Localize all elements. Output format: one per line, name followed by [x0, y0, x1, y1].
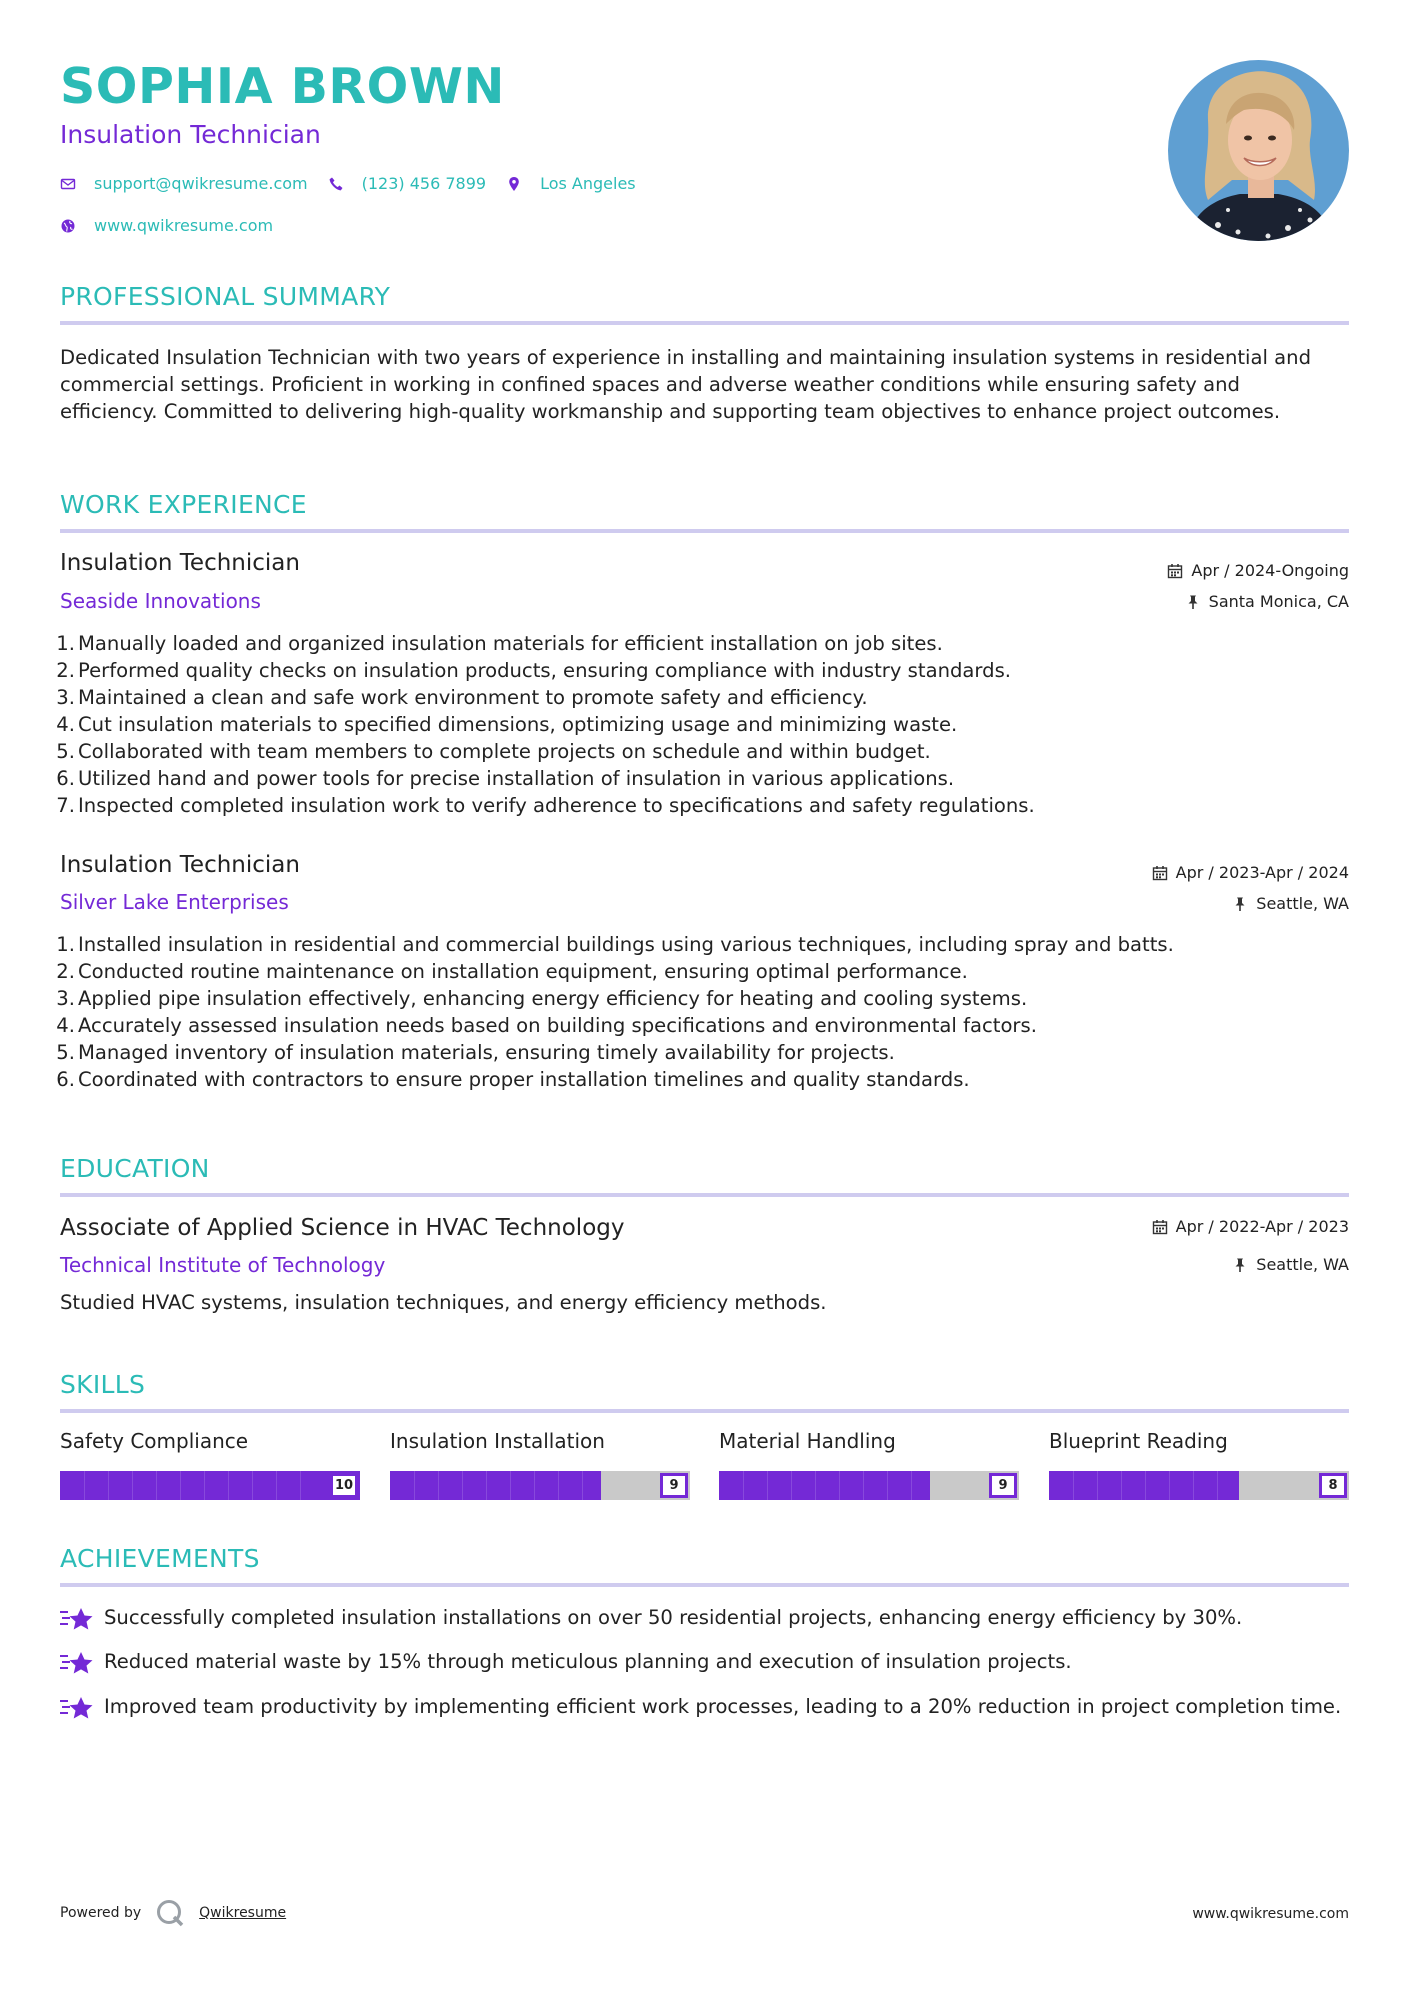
skill-meter-segment: [300, 1471, 301, 1500]
footer-url[interactable]: www.qwikresume.com: [1192, 1906, 1349, 1922]
skill-meter-segment: [84, 1471, 85, 1500]
skill-meter-segment: [1193, 1471, 1194, 1500]
list-item: 6. Utilized hand and power tools for precise installation of insulation in various applications.: [56, 767, 955, 790]
education-divider: [60, 1193, 1349, 1197]
skill-meter-segment: [582, 1471, 583, 1500]
skill-item: [719, 1429, 1019, 1500]
skill-meter-fill: [719, 1471, 930, 1500]
skill-meter-fill: [60, 1471, 360, 1500]
list-item: 2. Performed quality checks on insulation products, ensuring compliance with industry standards.: [56, 659, 1012, 682]
education-description: Studied HVAC systems, insulation techniques, and energy efficiency methods.: [60, 1291, 827, 1314]
job-dates: [1167, 561, 1349, 580]
qwikresume-link[interactable]: Qwikresume: [199, 1905, 287, 1921]
list-item: 5. Managed inventory of insulation materials, ensuring timely availability for projects.: [56, 1041, 895, 1064]
skill-meter: [390, 1471, 690, 1500]
skill-meter-segment: [887, 1471, 888, 1500]
phone-text: (123) 456 7899: [361, 174, 487, 193]
summary-text: Dedicated Insulation Technician with two years of experience in installing and maintaining insulation systems in residential and commercial settings. Proficient in working in confined spaces and adverse weather conditions while ensuring safety and efficiency. Committed to delivering high-quality workmanship and supporting team objectives to enhance project outcomes.: [60, 346, 1312, 423]
achievement-text: Improved team productivity by implementing efficient work processes, leading to a 20% reduction in project completion time.: [104, 1695, 1342, 1718]
profile-portrait-image: [1168, 60, 1349, 241]
list-item: 2. Conducted routine maintenance on installation equipment, ensuring optimal performance.: [56, 960, 968, 983]
achievement-item: [60, 1604, 1350, 1632]
list-item: 4. Cut insulation materials to specified dimensions, optimizing usage and minimizing waste.: [56, 713, 958, 736]
skill-meter: [60, 1471, 360, 1500]
pushpin-icon: [1185, 594, 1201, 610]
skill-name: Insulation Installation: [390, 1429, 605, 1453]
achievement-text: Successfully completed insulation installations on over 50 residential projects, enhancing energy efficiency by 30%.: [104, 1606, 1243, 1629]
location-item: [506, 174, 636, 193]
skill-meter-segment: [1097, 1471, 1098, 1500]
skill-meter-segment: [743, 1471, 744, 1500]
education-location-text: Seattle, WA: [1256, 1255, 1349, 1274]
skill-name: Material Handling: [719, 1429, 896, 1453]
email-item[interactable]: [60, 174, 308, 193]
skill-meter-segment: [510, 1471, 511, 1500]
skill-score: 9: [989, 1473, 1017, 1498]
skill-meter-segment: [252, 1471, 253, 1500]
job-bullets: [48, 931, 1348, 1093]
pushpin-icon: [1232, 896, 1248, 912]
website-row: [60, 216, 293, 235]
job-dates: [1152, 863, 1349, 882]
calendar-icon: [1167, 563, 1183, 579]
skill-meter-segment: [863, 1471, 864, 1500]
job-role: Insulation Technician: [60, 852, 300, 878]
list-item: 5. Collaborated with team members to complete projects on schedule and within budget.: [56, 740, 931, 763]
star-icon: [60, 1648, 104, 1676]
globe-icon: [60, 218, 76, 234]
skill-score: 9: [660, 1473, 688, 1498]
phone-item[interactable]: [328, 174, 486, 193]
list-item: 6. Coordinated with contractors to ensure proper installation timelines and quality standards.: [56, 1068, 970, 1091]
location-text: Los Angeles: [540, 174, 636, 193]
job-company: Seaside Innovations: [60, 589, 261, 613]
skill-meter-segment: [911, 1471, 912, 1500]
email-text: support@qwikresume.com: [94, 174, 308, 193]
skill-meter-segment: [204, 1471, 205, 1500]
job-dates-text: Apr / 2024-Ongoing: [1191, 561, 1349, 580]
skill-name: Blueprint Reading: [1049, 1429, 1228, 1453]
job-location-text: Seattle, WA: [1256, 894, 1349, 913]
skill-meter-segment: [1121, 1471, 1122, 1500]
skill-meter-segment: [791, 1471, 792, 1500]
degree-title: Associate of Applied Science in HVAC Technology: [60, 1215, 625, 1241]
website-text: www.qwikresume.com: [94, 216, 274, 235]
skill-meter-segment: [462, 1471, 463, 1500]
job-dates-text: Apr / 2023-Apr / 2024: [1175, 863, 1349, 882]
skill-meter-fill: [1049, 1471, 1239, 1500]
skill-meter-segment: [414, 1471, 415, 1500]
skill-meter-segment: [839, 1471, 840, 1500]
skill-meter-segment: [1169, 1471, 1170, 1500]
list-item: 1. Installed insulation in residential and commercial buildings using various techniques, including spray and batts.: [56, 933, 1174, 956]
education-dates: [1152, 1217, 1349, 1236]
job-bullets: [48, 630, 1348, 819]
education-dates-text: Apr / 2022-Apr / 2023: [1175, 1217, 1349, 1236]
list-item: 3. Applied pipe insulation effectively, enhancing energy efficiency for heating and cooling systems.: [56, 987, 1028, 1010]
calendar-icon: [1152, 865, 1168, 881]
qwikresume-logo-icon: [155, 1898, 185, 1928]
skill-item: [1049, 1429, 1349, 1500]
skill-meter-segment: [156, 1471, 157, 1500]
summary-divider: [60, 321, 1349, 325]
skill-item: [390, 1429, 690, 1500]
powered-by-label: Powered by: [60, 1905, 142, 1921]
envelope-icon: [60, 176, 76, 192]
experience-divider: [60, 529, 1349, 533]
list-item: 1. Manually loaded and organized insulation materials for efficient installation on job sites.: [56, 632, 943, 655]
contact-row: [60, 174, 656, 193]
list-item: 4. Accurately assessed insulation needs based on building specifications and environmental factors.: [56, 1014, 1037, 1037]
skill-meter-segment: [438, 1471, 439, 1500]
skill-meter-segment: [132, 1471, 133, 1500]
school-name: Technical Institute of Technology: [60, 1253, 386, 1277]
pushpin-icon: [1232, 1257, 1248, 1273]
job-location-text: Santa Monica, CA: [1208, 592, 1349, 611]
education-location: [1232, 1255, 1349, 1274]
skill-meter-segment: [180, 1471, 181, 1500]
skill-meter-segment: [108, 1471, 109, 1500]
website-item[interactable]: [60, 216, 273, 235]
summary-heading: PROFESSIONAL SUMMARY: [60, 282, 391, 311]
skills-heading: SKILLS: [60, 1370, 146, 1399]
list-item: 7. Inspected completed insulation work to verify adherence to specifications and safety regulations.: [56, 794, 1035, 817]
achievement-item: [60, 1648, 1350, 1676]
star-icon: [60, 1693, 104, 1721]
job-location: [1185, 592, 1349, 611]
skill-meter-segment: [1145, 1471, 1146, 1500]
map-pin-icon: [506, 176, 522, 192]
skill-name: Safety Compliance: [60, 1429, 249, 1453]
skill-meter-segment: [558, 1471, 559, 1500]
skill-meter-segment: [1073, 1471, 1074, 1500]
job-role: Insulation Technician: [60, 550, 300, 576]
skill-meter-fill: [390, 1471, 601, 1500]
phone-icon: [328, 176, 344, 192]
skill-meter-segment: [486, 1471, 487, 1500]
achievement-text: Reduced material waste by 15% through meticulous planning and execution of insulation projects.: [104, 1650, 1072, 1673]
skill-item: [60, 1429, 360, 1500]
skill-meter: [719, 1471, 1019, 1500]
experience-heading: WORK EXPERIENCE: [60, 490, 307, 519]
skill-meter-segment: [1217, 1471, 1218, 1500]
skill-score: 10: [330, 1473, 358, 1498]
star-icon: [60, 1604, 104, 1632]
candidate-name: SOPHIA BROWN: [60, 58, 505, 115]
skills-divider: [60, 1409, 1349, 1413]
skill-score: 8: [1319, 1473, 1347, 1498]
candidate-title: Insulation Technician: [60, 120, 321, 149]
skill-meter-segment: [815, 1471, 816, 1500]
calendar-icon: [1152, 1219, 1168, 1235]
achievements-heading: ACHIEVEMENTS: [60, 1544, 260, 1573]
skill-meter: [1049, 1471, 1349, 1500]
skill-meter-segment: [534, 1471, 535, 1500]
achievements-divider: [60, 1583, 1349, 1587]
job-location: [1232, 894, 1349, 913]
skill-meter-segment: [228, 1471, 229, 1500]
skill-meter-segment: [767, 1471, 768, 1500]
skill-meter-segment: [276, 1471, 277, 1500]
job-company: Silver Lake Enterprises: [60, 890, 289, 914]
footer-powered-by: [60, 1898, 286, 1928]
profile-photo: [1168, 60, 1349, 241]
education-heading: EDUCATION: [60, 1154, 210, 1183]
achievement-item: [60, 1693, 1350, 1721]
list-item: 3. Maintained a clean and safe work environment to promote safety and efficiency.: [56, 686, 868, 709]
